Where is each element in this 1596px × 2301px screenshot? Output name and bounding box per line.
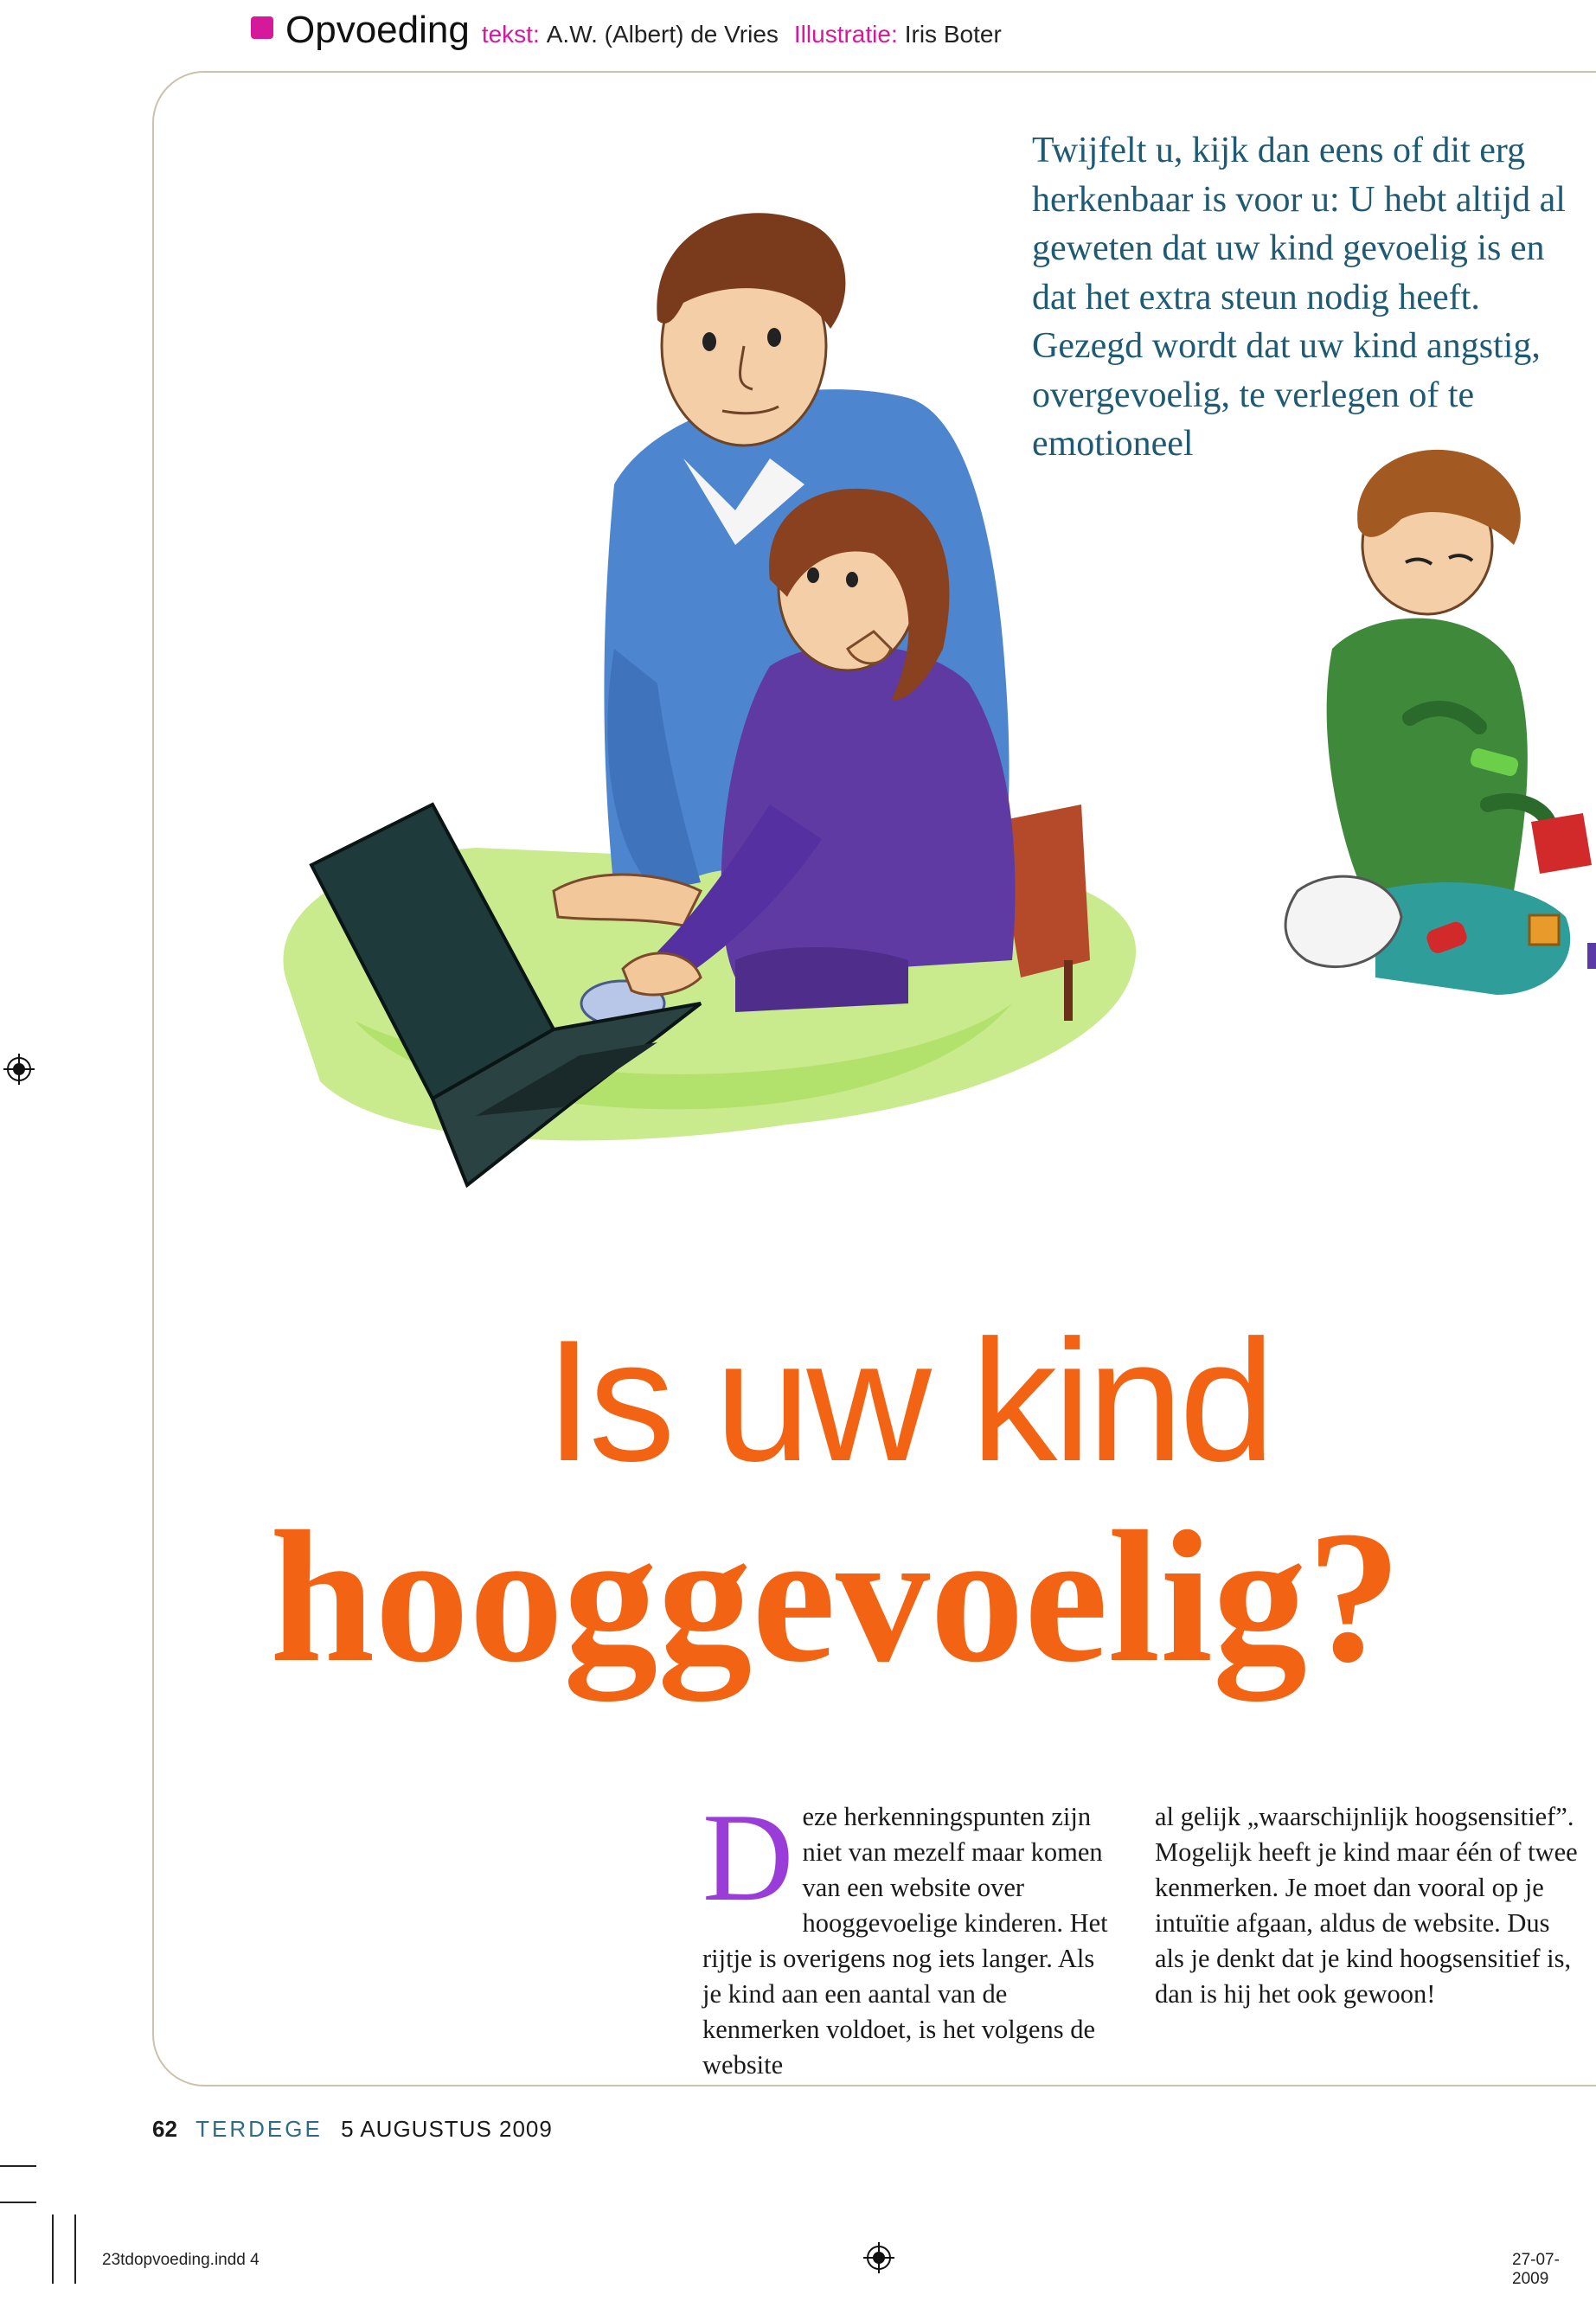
body-column-1 bbox=[702, 1787, 1116, 2083]
author-name: A.W. (Albert) de Vries bbox=[546, 21, 779, 48]
illustration-credit-label: Illustratie: bbox=[793, 21, 898, 48]
body-column-1-text: eze herkenningspunten zijn niet van mezelf maar komen van een website over hooggevoelige kinderen. Het rijtje is overigens nog iets langer. Als je kind aan een aantal van de kenmerken voldoet, is het volgens de website bbox=[702, 1802, 1108, 2080]
slug-filename: 23tdopvoeding.indd 4 bbox=[102, 2251, 260, 2269]
crop-mark-v1 bbox=[52, 2214, 54, 2284]
text-credit-label: tekst: bbox=[481, 21, 540, 48]
intro-text: Twijfelt u, kijk dan eens of dit erg herkenbaar is voor u: U hebt altijd al geweten dat uw kind gevoelig is en dat het extra steun nodig heeft. Gezegd wordt dat uw kind angstig, overgevoelig, te verlegen of te emotioneel bbox=[1032, 131, 1566, 464]
body-column-2: al gelijk „waarschijnlijk hoogsensitief”. Mogelijk heeft je kind maar één of twee kenmerken. Je moet dan vooral op je intuïtie afgaan, aldus de website. Dus als je denkt dat je kind hoogsensitief is, dan is hij het ook gewoon! bbox=[1155, 1802, 1578, 2009]
section-marker-icon bbox=[251, 16, 273, 39]
crop-mark-h1 bbox=[0, 2165, 36, 2167]
page-footer bbox=[152, 2116, 553, 2143]
title-line-1: Is uw kind bbox=[545, 1304, 1272, 1497]
page-number: 62 bbox=[152, 2116, 177, 2142]
crop-mark-h2 bbox=[0, 2202, 36, 2203]
illustrator-name: Iris Boter bbox=[904, 21, 1002, 48]
title-line-2: hooggevoelig? bbox=[270, 1493, 1401, 1702]
article-header bbox=[251, 9, 1017, 69]
crop-mark-v2 bbox=[74, 2214, 76, 2284]
section-name: Opvoeding bbox=[285, 9, 470, 51]
magazine-name: TERDEGE bbox=[195, 2116, 323, 2142]
slug-date: 27-07-2009 bbox=[1512, 2251, 1560, 2288]
registration-mark-left-icon bbox=[3, 1054, 35, 1085]
registration-mark-bottom-icon bbox=[863, 2242, 894, 2273]
drop-cap: D bbox=[702, 1787, 794, 1927]
issue-date: 5 AUGUSTUS 2009 bbox=[341, 2116, 553, 2142]
